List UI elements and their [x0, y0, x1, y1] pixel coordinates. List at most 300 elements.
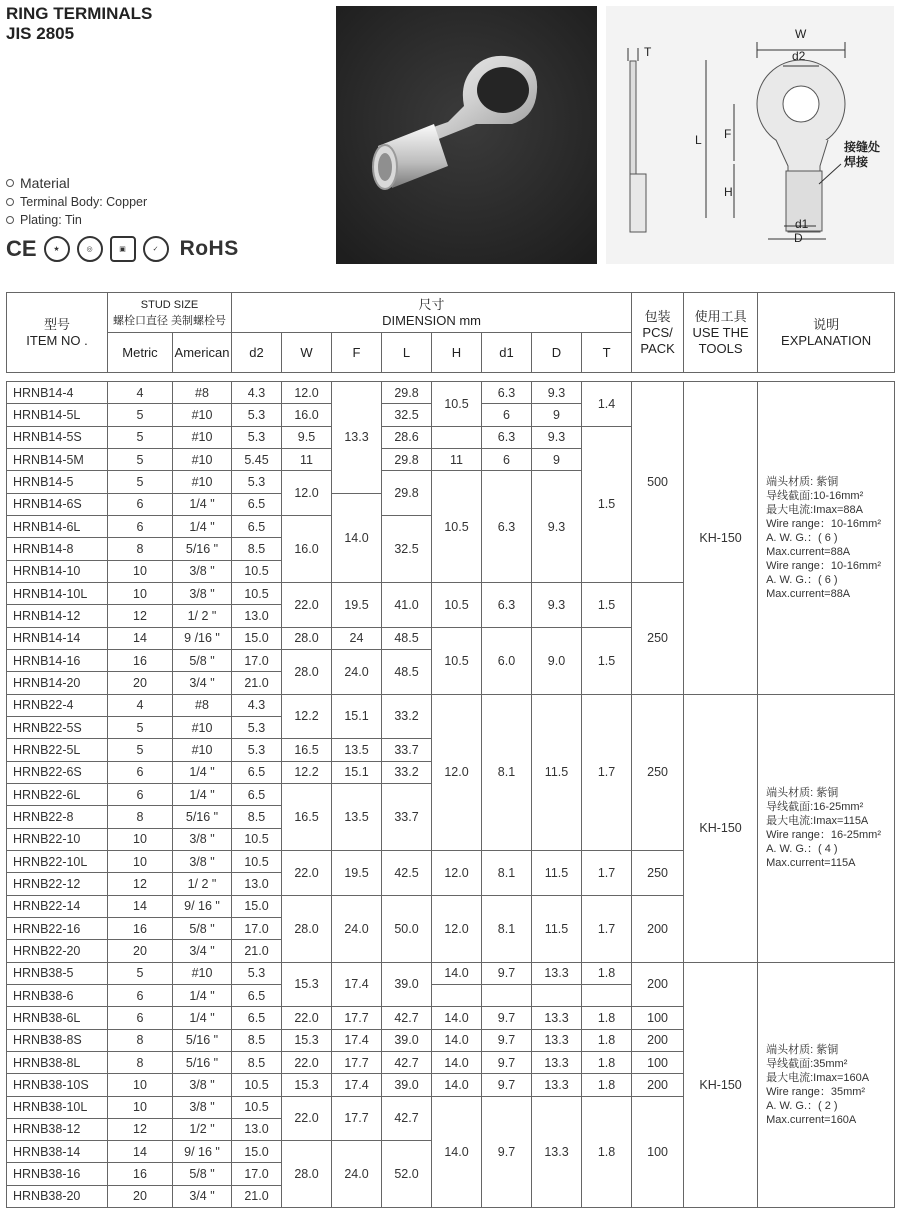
cell-t: 1.7	[582, 850, 632, 895]
cell-american: 1/2 "	[173, 1118, 232, 1140]
cell-metric: 8	[108, 806, 173, 828]
cell-w: 16.0	[282, 404, 332, 426]
cell-l: 39.0	[382, 1029, 432, 1051]
cell-d2: 4.3	[232, 382, 282, 404]
cell-item: HRNB22-5L	[7, 739, 108, 761]
cell-t: 1.5	[582, 426, 632, 582]
cell-d: 13.3	[532, 1029, 582, 1051]
cell-pack: 200	[632, 895, 684, 962]
cell-metric: 6	[108, 515, 173, 537]
cell-item: HRNB22-6L	[7, 783, 108, 805]
cell-pack: 200	[632, 1074, 684, 1096]
cell-h	[432, 984, 482, 1006]
cell-item: HRNB38-8L	[7, 1051, 108, 1073]
label-F: F	[724, 127, 732, 141]
cell-item: HRNB22-10L	[7, 850, 108, 872]
cell-h: 10.5	[432, 582, 482, 627]
cell-item: HRNB38-14	[7, 1141, 108, 1163]
cell-l: 41.0	[382, 582, 432, 627]
cell-item: HRNB14-14	[7, 627, 108, 649]
cell-w: 15.3	[282, 962, 332, 1007]
cell-l: 42.7	[382, 1051, 432, 1073]
cell-l: 42.7	[382, 1007, 432, 1029]
cell-item: HRNB38-16	[7, 1163, 108, 1185]
cell-item: HRNB14-5L	[7, 404, 108, 426]
cell-metric: 6	[108, 783, 173, 805]
cell-american: #10	[173, 716, 232, 738]
cell-d2: 8.5	[232, 538, 282, 560]
cell-w: 15.3	[282, 1029, 332, 1051]
ring-terminal-image	[336, 6, 597, 264]
cell-american: 3/8 "	[173, 1074, 232, 1096]
cell-d1: 9.7	[482, 1007, 532, 1029]
explanation-line: 端头材质: 紫铜	[766, 787, 839, 800]
explanation-line: 最大电流:Imax=115A	[766, 815, 869, 828]
cell-metric: 12	[108, 605, 173, 627]
cell-pack: 250	[632, 850, 684, 895]
cell-l: 32.5	[382, 515, 432, 582]
explanation-line: 导线截面:10-16mm²	[766, 489, 864, 502]
cell-t: 1.5	[582, 582, 632, 627]
cell-d1	[482, 984, 532, 1006]
cell-item: HRNB38-8S	[7, 1029, 108, 1051]
cell-american: 1/ 2 "	[173, 605, 232, 627]
cell-d2: 21.0	[232, 672, 282, 694]
cell-item: HRNB14-10	[7, 560, 108, 582]
cell-metric: 16	[108, 1163, 173, 1185]
cell-metric: 6	[108, 984, 173, 1006]
cell-tool: KH-150	[684, 962, 758, 1208]
cell-t: 1.7	[582, 895, 632, 962]
cell-h: 10.5	[432, 382, 482, 427]
cell-d: 11.5	[532, 895, 582, 962]
cell-d2: 10.5	[232, 1074, 282, 1096]
label-W: W	[795, 27, 807, 41]
cell-t: 1.8	[582, 1074, 632, 1096]
cell-american: 9 /16 "	[173, 627, 232, 649]
cell-item: HRNB14-5S	[7, 426, 108, 448]
cell-w: 12.0	[282, 382, 332, 404]
cell-d: 9.3	[532, 382, 582, 404]
cell-explanation	[758, 962, 895, 1208]
cell-f: 14.0	[332, 493, 382, 582]
cell-l: 50.0	[382, 895, 432, 962]
cell-metric: 8	[108, 1029, 173, 1051]
cell-item: HRNB22-5S	[7, 716, 108, 738]
cell-d1: 6.3	[482, 582, 532, 627]
col-L-header: L	[382, 333, 432, 373]
cell-f: 19.5	[332, 582, 382, 627]
cell-d2: 17.0	[232, 917, 282, 939]
ccc-cert-icon: ★	[44, 236, 70, 262]
cell-item: HRNB38-10L	[7, 1096, 108, 1118]
cell-metric: 12	[108, 873, 173, 895]
cell-w: 12.0	[282, 471, 332, 516]
cell-metric: 10	[108, 560, 173, 582]
cell-d: 9.3	[532, 582, 582, 627]
cell-l: 52.0	[382, 1141, 432, 1208]
cell-f: 13.3	[332, 382, 382, 494]
weld-note-2: 焊接	[844, 155, 869, 169]
cell-d1: 6.3	[482, 471, 532, 583]
spacer-row	[7, 373, 895, 382]
cell-metric: 5	[108, 426, 173, 448]
cell-w: 28.0	[282, 895, 332, 962]
cell-metric: 16	[108, 917, 173, 939]
explanation-line: 端头材质: 紫铜	[766, 1043, 839, 1056]
property-row	[6, 211, 147, 229]
label-d2: d2	[792, 49, 806, 63]
cell-w: 16.5	[282, 739, 332, 761]
cell-h: 12.0	[432, 850, 482, 895]
cell-item: HRNB22-20	[7, 940, 108, 962]
cell-pack: 200	[632, 962, 684, 1007]
cell-american: 9/ 16 "	[173, 1141, 232, 1163]
cell-item: HRNB38-5	[7, 962, 108, 984]
cell-american: #10	[173, 739, 232, 761]
cell-t	[582, 984, 632, 1006]
cell-d1: 6	[482, 404, 532, 426]
cell-american: #10	[173, 448, 232, 470]
cell-american: 1/ 2 "	[173, 873, 232, 895]
cell-american: 1/4 "	[173, 761, 232, 783]
cell-pack: 100	[632, 1096, 684, 1208]
cell-metric: 14	[108, 895, 173, 917]
cell-t: 1.8	[582, 962, 632, 984]
cell-metric: 4	[108, 382, 173, 404]
cell-d: 9	[532, 448, 582, 470]
cell-metric: 6	[108, 1007, 173, 1029]
dimension-diagram	[606, 6, 894, 264]
cell-item: HRNB14-6L	[7, 515, 108, 537]
cell-d2: 6.5	[232, 1007, 282, 1029]
cell-h	[432, 426, 482, 448]
label-T: T	[644, 45, 652, 59]
cell-d1: 9.7	[482, 1051, 532, 1073]
cell-w: 22.0	[282, 1051, 332, 1073]
cell-d2: 17.0	[232, 1163, 282, 1185]
label-L: L	[695, 133, 702, 147]
col-item-header: 型号 ITEM NO .	[7, 293, 108, 373]
col-stud-header: STUD SIZE 螺栓口直径 美制螺栓号	[108, 293, 232, 333]
cell-metric: 4	[108, 694, 173, 716]
cell-h: 12.0	[432, 895, 482, 962]
cell-t: 1.7	[582, 694, 632, 850]
cell-d2: 15.0	[232, 1141, 282, 1163]
cell-d2: 13.0	[232, 605, 282, 627]
cell-american: 1/4 "	[173, 1007, 232, 1029]
explanation-line: Wire range：16-25mm²	[766, 829, 881, 842]
cell-f: 24.0	[332, 1141, 382, 1208]
col-tool-header: 使用工具 USE THE TOOLS	[684, 293, 758, 373]
cell-d2: 10.5	[232, 582, 282, 604]
cell-l: 32.5	[382, 404, 432, 426]
material-properties	[6, 173, 147, 229]
cell-d: 9	[532, 404, 582, 426]
spec-table	[6, 292, 895, 1208]
cell-l: 29.8	[382, 382, 432, 404]
table-row	[7, 694, 895, 716]
cell-metric: 8	[108, 538, 173, 560]
cell-w: 22.0	[282, 1096, 332, 1141]
cell-metric: 20	[108, 672, 173, 694]
cell-d2: 15.0	[232, 627, 282, 649]
cell-w: 16.5	[282, 783, 332, 850]
rohs-logo: RoHS	[179, 237, 239, 260]
cell-metric: 5	[108, 962, 173, 984]
cell-l: 48.5	[382, 649, 432, 694]
title-line-2: JIS 2805	[6, 24, 75, 43]
cell-item: HRNB38-10S	[7, 1074, 108, 1096]
cell-american: 3/8 "	[173, 582, 232, 604]
cell-d2: 6.5	[232, 515, 282, 537]
cell-american: #8	[173, 694, 232, 716]
cell-american: 5/8 "	[173, 649, 232, 671]
cell-w: 16.0	[282, 515, 332, 582]
cell-d2: 21.0	[232, 1185, 282, 1207]
cell-w: 22.0	[282, 850, 332, 895]
cell-american: #8	[173, 382, 232, 404]
cell-l: 33.2	[382, 694, 432, 739]
cell-pack: 500	[632, 382, 684, 583]
cell-item: HRNB22-6S	[7, 761, 108, 783]
cell-d2: 17.0	[232, 649, 282, 671]
cell-american: 5/16 "	[173, 1051, 232, 1073]
cell-l: 42.7	[382, 1096, 432, 1141]
cell-f: 17.4	[332, 1074, 382, 1096]
cell-item: HRNB22-16	[7, 917, 108, 939]
cell-f: 17.4	[332, 962, 382, 1007]
explanation-line: A. W. G.：( 2 )	[766, 1099, 838, 1112]
product-photo	[336, 6, 597, 264]
cell-item: HRNB14-5M	[7, 448, 108, 470]
cell-f: 24.0	[332, 649, 382, 694]
technical-drawing	[606, 6, 894, 264]
cell-american: 5/16 "	[173, 538, 232, 560]
cell-d2: 4.3	[232, 694, 282, 716]
property-text: Terminal Body: Copper	[20, 195, 148, 209]
cell-metric: 10	[108, 1074, 173, 1096]
cell-f: 19.5	[332, 850, 382, 895]
cell-american: 5/8 "	[173, 1163, 232, 1185]
cell-item: HRNB22-12	[7, 873, 108, 895]
cell-american: 3/8 "	[173, 850, 232, 872]
cell-w: 22.0	[282, 1007, 332, 1029]
explanation-line: 导线截面:35mm²	[766, 1057, 848, 1070]
cell-item: HRNB14-20	[7, 672, 108, 694]
cell-f: 17.7	[332, 1096, 382, 1141]
explanation-line: A. W. G.：( 6 )	[766, 573, 838, 586]
cell-f: 13.5	[332, 783, 382, 850]
cell-w: 9.5	[282, 426, 332, 448]
cell-d1: 8.1	[482, 895, 532, 962]
cell-american: #10	[173, 404, 232, 426]
cell-metric: 12	[108, 1118, 173, 1140]
col-d1-header: d1	[482, 333, 532, 373]
cell-d1: 9.7	[482, 1096, 532, 1208]
cell-h: 10.5	[432, 471, 482, 583]
cell-d2: 5.3	[232, 716, 282, 738]
cell-item: HRNB14-8	[7, 538, 108, 560]
cell-d: 13.3	[532, 1074, 582, 1096]
cell-american: 9/ 16 "	[173, 895, 232, 917]
col-dimension-header: 尺寸 DIMENSION mm	[232, 293, 632, 333]
col-explanation-header: 说明 EXPLANATION	[758, 293, 895, 373]
cell-american: 1/4 "	[173, 493, 232, 515]
bullet-icon	[6, 216, 14, 224]
cell-d1: 9.7	[482, 962, 532, 984]
cell-t: 1.8	[582, 1029, 632, 1051]
cell-d2: 5.3	[232, 426, 282, 448]
cell-h: 12.0	[432, 694, 482, 850]
cell-d1: 8.1	[482, 850, 532, 895]
cell-w: 22.0	[282, 582, 332, 627]
cell-d1: 6.3	[482, 382, 532, 404]
cell-d2: 5.3	[232, 404, 282, 426]
cell-d: 9.0	[532, 627, 582, 694]
cell-item: HRNB22-14	[7, 895, 108, 917]
explanation-line: Max.current=115A	[766, 857, 856, 870]
cell-metric: 5	[108, 716, 173, 738]
cell-d: 9.3	[532, 471, 582, 583]
explanation-line: Wire range：10-16mm²	[766, 559, 881, 572]
cell-w: 12.2	[282, 694, 332, 739]
cell-american: 3/4 "	[173, 1185, 232, 1207]
cell-d2: 5.3	[232, 471, 282, 493]
page-title	[6, 4, 152, 44]
cell-h: 14.0	[432, 1096, 482, 1208]
cell-metric: 5	[108, 404, 173, 426]
cell-d2: 21.0	[232, 940, 282, 962]
cell-american: 3/4 "	[173, 940, 232, 962]
cell-american: 3/8 "	[173, 560, 232, 582]
cell-d	[532, 984, 582, 1006]
cell-d2: 5.3	[232, 962, 282, 984]
col-american-header: American	[173, 333, 232, 373]
table-row	[7, 962, 895, 984]
cell-american: 5/8 "	[173, 917, 232, 939]
cell-d2: 5.3	[232, 739, 282, 761]
cell-american: 3/8 "	[173, 828, 232, 850]
explanation-line: 最大电流:Imax=88A	[766, 503, 863, 516]
col-D-header: D	[532, 333, 582, 373]
cell-american: 5/16 "	[173, 806, 232, 828]
col-T-header: T	[582, 333, 632, 373]
cell-explanation	[758, 382, 895, 695]
cell-f: 24.0	[332, 895, 382, 962]
cell-t: 1.4	[582, 382, 632, 427]
explanation-line: Max.current=88A	[766, 545, 851, 558]
cell-metric: 10	[108, 1096, 173, 1118]
cell-d1: 6.3	[482, 426, 532, 448]
cell-l: 28.6	[382, 426, 432, 448]
sgs-cert-icon: ✓	[143, 236, 169, 262]
cell-d2: 13.0	[232, 1118, 282, 1140]
cell-pack: 200	[632, 1029, 684, 1051]
cell-f: 17.7	[332, 1007, 382, 1029]
explanation-line: Max.current=88A	[766, 587, 851, 600]
property-text: Material	[20, 175, 70, 191]
tuv-cert-icon: ◎	[77, 236, 103, 262]
ce-mark-icon: CE	[6, 236, 37, 261]
cell-d: 11.5	[532, 850, 582, 895]
cell-d1: 6	[482, 448, 532, 470]
cell-metric: 10	[108, 828, 173, 850]
cell-d: 11.5	[532, 694, 582, 850]
title-line-1: RING TERMINALS	[6, 4, 153, 23]
cell-item: HRNB14-12	[7, 605, 108, 627]
cell-d2: 10.5	[232, 1096, 282, 1118]
cell-l: 39.0	[382, 962, 432, 1007]
col-F-header: F	[332, 333, 382, 373]
cell-d2: 6.5	[232, 761, 282, 783]
explanation-line: 端头材质: 紫铜	[766, 475, 839, 488]
cell-american: 3/8 "	[173, 1096, 232, 1118]
col-pack-header: 包装 PCS/ PACK	[632, 293, 684, 373]
cell-t: 1.8	[582, 1096, 632, 1208]
explanation-line: Wire range：10-16mm²	[766, 517, 881, 530]
cell-item: HRNB14-4	[7, 382, 108, 404]
cell-w: 12.2	[282, 761, 332, 783]
cell-american: #10	[173, 426, 232, 448]
cell-f: 15.1	[332, 694, 382, 739]
cell-american: #10	[173, 962, 232, 984]
cell-f: 17.7	[332, 1051, 382, 1073]
cell-d2: 10.5	[232, 850, 282, 872]
cell-item: HRNB22-4	[7, 694, 108, 716]
cell-d2: 5.45	[232, 448, 282, 470]
cell-d1: 9.7	[482, 1029, 532, 1051]
cell-item: HRNB22-8	[7, 806, 108, 828]
label-D: D	[794, 231, 803, 245]
cell-d2: 6.5	[232, 783, 282, 805]
cell-metric: 5	[108, 739, 173, 761]
explanation-line: 导线截面:16-25mm²	[766, 801, 864, 814]
cell-d: 13.3	[532, 1051, 582, 1073]
cell-h: 10.5	[432, 627, 482, 694]
cell-item: HRNB22-10	[7, 828, 108, 850]
cell-american: 5/16 "	[173, 1029, 232, 1051]
cell-h: 14.0	[432, 1074, 482, 1096]
explanation-line: Wire range：35mm²	[766, 1085, 866, 1098]
col-metric-header: Metric	[108, 333, 173, 373]
cell-d2: 6.5	[232, 493, 282, 515]
table-row	[7, 382, 895, 404]
cell-metric: 10	[108, 850, 173, 872]
cell-l: 29.8	[382, 448, 432, 470]
cell-d2: 13.0	[232, 873, 282, 895]
cell-d: 9.3	[532, 426, 582, 448]
explanation-line: Max.current=160A	[766, 1113, 857, 1126]
cell-american: 1/4 "	[173, 515, 232, 537]
cell-l: 42.5	[382, 850, 432, 895]
property-text: Plating: Tin	[20, 213, 82, 227]
cell-t: 1.5	[582, 627, 632, 694]
cell-l: 39.0	[382, 1074, 432, 1096]
cell-t: 1.8	[582, 1051, 632, 1073]
cell-d2: 8.5	[232, 1029, 282, 1051]
cell-d: 13.3	[532, 1007, 582, 1029]
cell-item: HRNB38-6	[7, 984, 108, 1006]
cell-d1: 6.0	[482, 627, 532, 694]
cell-w: 15.3	[282, 1074, 332, 1096]
cell-pack: 250	[632, 694, 684, 850]
cell-l: 33.7	[382, 739, 432, 761]
col-W-header: W	[282, 333, 332, 373]
cell-h: 14.0	[432, 1051, 482, 1073]
cell-metric: 20	[108, 1185, 173, 1207]
cell-l: 29.8	[382, 471, 432, 516]
